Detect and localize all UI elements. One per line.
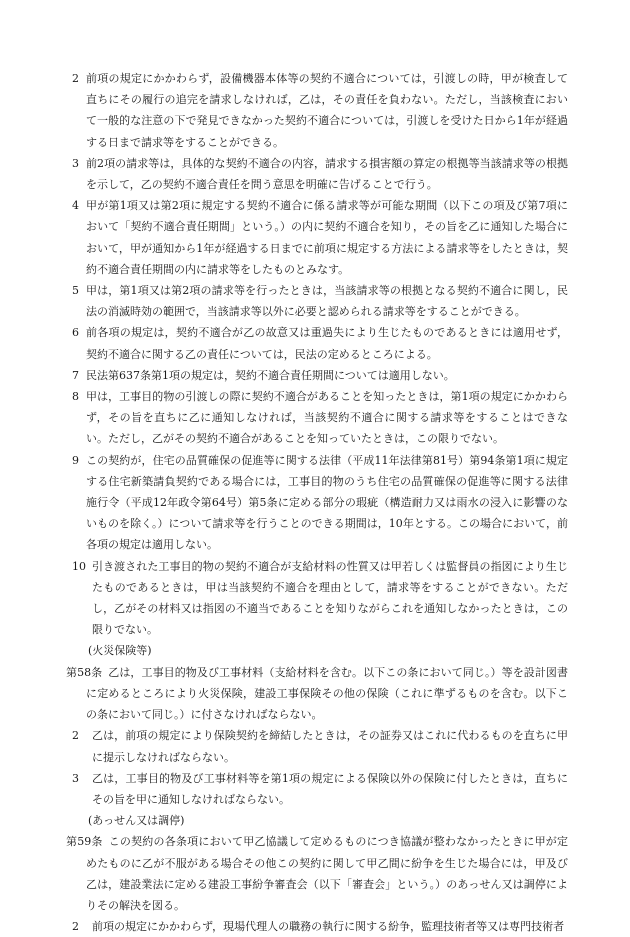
paragraph-text: 前項の規定にかかわらず，設備機器本体等の契約不適合については，引渡しの時，甲が検査して直ちにその履行の追完を請求しなければ，乙は，その責任を負わない。ただし，当該検査において一般的な注意の下で発見できなかった契約不適合については，引渡しを受けた日から1年が経過する日まで請求等をすることができる。 — [86, 72, 568, 149]
paragraph-text: 乙は，前項の規定により保険契約を締結したときは，その証券又はこれに代わるものを直ちに甲に提示しなければならない。 — [92, 729, 568, 764]
paragraph-text: 甲は，第1項又は第2項の請求等を行ったときは，当該請求等の根拠となる契約不適合に関し，民法の消滅時効の範囲で，当該請求等以外に必要と認められる請求等をすることができる。 — [86, 284, 568, 319]
paragraph-number: 9 — [72, 453, 79, 467]
paragraph-number: 4 — [72, 199, 79, 213]
paragraph — [72, 386, 568, 450]
article-58-subparagraphs — [72, 725, 568, 810]
article-58-heading: (火災保険等) — [88, 644, 152, 658]
paragraph-number: 5 — [72, 284, 79, 298]
paragraph-number: 2 — [72, 920, 79, 934]
paragraph-text: 前2項の請求等は，具体的な契約不適合の内容，請求する損害額の算定の根拠等当該請求等の根拠を示して，乙の契約不適合責任を問う意思を明確に告げることで行う。 — [86, 156, 568, 192]
paragraph-text: この契約が，住宅の品質確保の促進等に関する法律（平成11年法律第81号）第94条第1項に規定する住宅新築請負契約である場合には，工事目的物のうち住宅の品質確保の促進等に関する法律施行令（平成12年政令第64号）第5条に定める部分の瑕疵（構造耐力又は雨水の浸入に影響のないものを除く。）について請求等を行うことのできる期間は，10年とする。この場合において，前各項の規定は適用しない。 — [86, 453, 568, 552]
article-59-heading: (あっせん又は調停) — [88, 814, 185, 828]
paragraph-number: 3 — [72, 156, 79, 170]
paragraph — [72, 725, 568, 767]
article-59 — [66, 831, 568, 916]
paragraph-text: 民法第637条第1項の規定は，契約不適合責任期間については適用しない。 — [86, 368, 455, 382]
paragraph-number: 6 — [72, 326, 79, 340]
paragraph-number: 2 — [72, 72, 79, 85]
paragraph-text: 前各項の規定は，契約不適合が乙の故意又は重過失により生じたものであるときには適用せず，契約不適合に関する乙の責任については，民法の定めるところによる。 — [86, 326, 568, 361]
article-59-number: 第59条 — [66, 835, 103, 849]
article-59-text: この契約の各条項において甲乙協議して定めるものにつき協議が整わなかったときに甲が定めたものに乙が不服がある場合その他この契約に関して甲乙間に紛争を生じた場合には，甲及び乙は，建設業法に定める建設工事紛争審査会（以下「審査会」という。）のあっせん又は調停によりその解決を図る。 — [86, 835, 568, 912]
paragraph — [72, 68, 568, 153]
paragraph-text: 前項の規定にかかわらず，現場代理人の職務の執行に関する紛争，監理技術者等又は専門技術者 — [92, 920, 565, 934]
paragraph — [72, 322, 568, 364]
paragraph-text: 甲は，工事目的物の引渡しの際に契約不適合があることを知ったときは，第1項の規定にかかわらず，その旨を直ちに乙に通知しなければ，当該契約不適合に関する請求等をすることはできない。ただし，乙がその契約不適合があることを知っていたときは，この限りでない。 — [86, 390, 568, 446]
paragraph — [72, 450, 568, 556]
paragraph-number: 10 — [72, 559, 86, 573]
paragraph — [72, 195, 568, 280]
paragraph-number: 3 — [72, 771, 79, 785]
article-59-subparagraphs — [72, 916, 568, 937]
paragraph-number: 2 — [72, 729, 79, 743]
paragraph — [72, 365, 568, 386]
paragraph — [72, 556, 568, 641]
paragraph-text: 引き渡された工事目的物の契約不適合が支給材料の性質又は甲若しくは監督員の指図により生じたものであるときは，甲は当該契約不適合を理由として，請求等をすることができない。ただし，乙がその材料又は指図の不適当であることを知りながらこれを通知しなかったときは，この限りでない。 — [92, 559, 568, 637]
paragraph — [72, 153, 568, 195]
article-58 — [66, 662, 568, 726]
paragraph-text: 甲が第1項又は第2項に規定する契約不適合に係る請求等が可能な期間（以下この項及び第7項において「契約不適合責任期間」という。）の内に契約不適合を知り，その旨を乙に通知した場合において，甲が通知から1年が経過する日までに前項に規定する方法による請求等をしたときは，契約不適合責任期間の内に請求等をしたものとみなす。 — [86, 199, 568, 276]
paragraph-text: 乙は，工事目的物及び工事材料等を第1項の規定による保険以外の保険に付したときは，直ちにその旨を甲に通知しなければならない。 — [92, 771, 568, 806]
paragraph-number: 7 — [72, 368, 79, 382]
paragraph — [72, 768, 568, 810]
paragraph — [72, 916, 568, 937]
paragraph — [72, 280, 568, 322]
paragraph-number: 8 — [72, 390, 79, 404]
article-58-text: 乙は，工事目的物及び工事材料（支給材料を含む。以下この条において同じ。）等を設計図書に定めるところにより火災保険，建設工事保険その他の保険（これに準ずるものを含む。以下この条において同じ。）に付さなければならない。 — [86, 665, 569, 722]
article-57-paragraphs — [72, 68, 568, 640]
article-58-number: 第58条 — [66, 665, 103, 679]
